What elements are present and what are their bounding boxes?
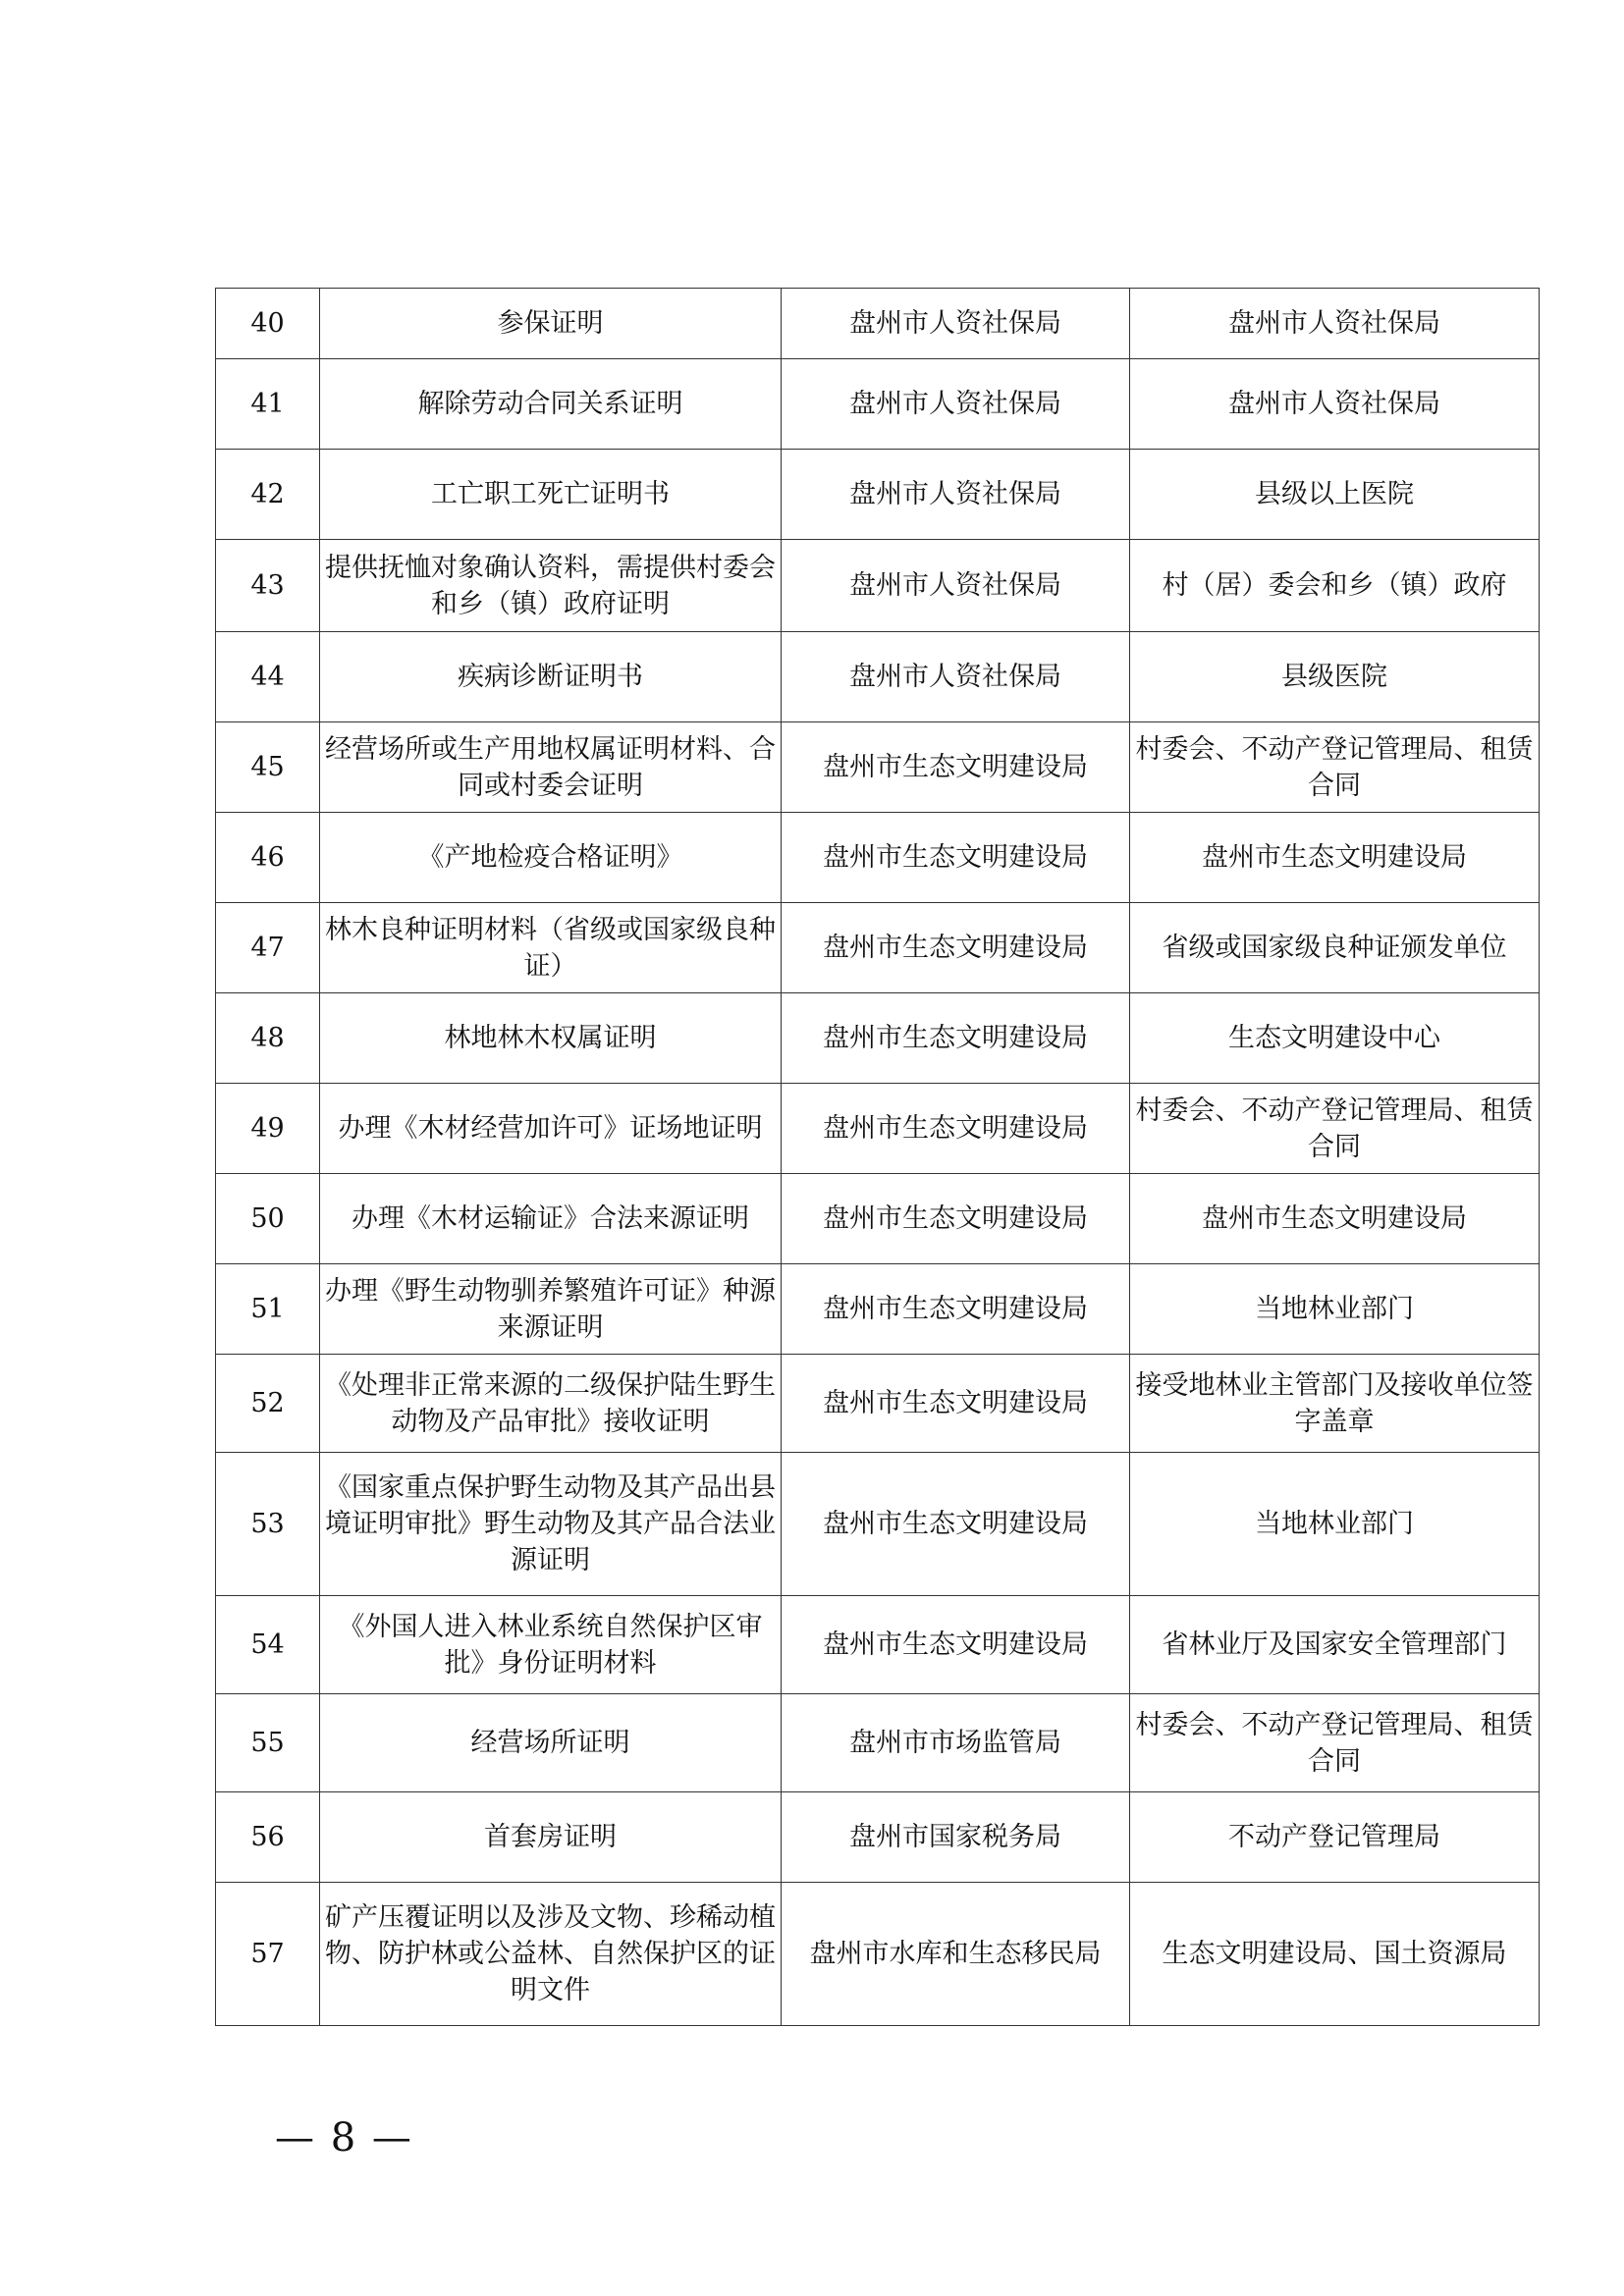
certificate-name: 办理《木材经营加许可》证场地证明 [320,1084,782,1174]
row-number: 56 [216,1792,320,1883]
handling-department: 盘州市人资社保局 [782,359,1130,450]
row-number: 41 [216,359,320,450]
handling-department: 盘州市生态文明建设局 [782,1355,1130,1453]
certificate-name: 《产地检疫合格证明》 [320,813,782,903]
row-number: 43 [216,540,320,632]
table-row [216,993,1540,1084]
handling-department: 盘州市生态文明建设局 [782,993,1130,1084]
handling-department: 盘州市人资社保局 [782,450,1130,540]
table-row [216,450,1540,540]
row-number: 48 [216,993,320,1084]
issuing-authority: 不动产登记管理局 [1130,1792,1540,1883]
certificate-name: 《国家重点保护野生动物及其产品出县境证明审批》野生动物及其产品合法业源证明 [320,1453,782,1596]
row-number: 40 [216,289,320,359]
handling-department: 盘州市国家税务局 [782,1792,1130,1883]
issuing-authority: 村委会、不动产登记管理局、租赁合同 [1130,722,1540,813]
page-number: — 8 — [275,2115,413,2161]
issuing-authority: 当地林业部门 [1130,1264,1540,1355]
issuing-authority: 生态文明建设局、国土资源局 [1130,1883,1540,2026]
row-number: 54 [216,1596,320,1694]
issuing-authority: 接受地林业主管部门及接收单位签字盖章 [1130,1355,1540,1453]
table-row [216,1355,1540,1453]
table-row [216,289,1540,359]
table-row [216,1453,1540,1596]
certificate-name: 参保证明 [320,289,782,359]
issuing-authority: 省级或国家级良种证颁发单位 [1130,903,1540,993]
issuing-authority: 县级医院 [1130,632,1540,722]
table-row [216,1694,1540,1792]
certificate-name: 解除劳动合同关系证明 [320,359,782,450]
table-row [216,1264,1540,1355]
table-row [216,540,1540,632]
row-number: 52 [216,1355,320,1453]
table-row [216,1174,1540,1264]
table-row [216,1596,1540,1694]
certificate-name: 林地林木权属证明 [320,993,782,1084]
issuing-authority: 村（居）委会和乡（镇）政府 [1130,540,1540,632]
table-row [216,1084,1540,1174]
certificate-name: 经营场所证明 [320,1694,782,1792]
certificate-name: 矿产压覆证明以及涉及文物、珍稀动植物、防护林或公益林、自然保护区的证明文件 [320,1883,782,2026]
handling-department: 盘州市人资社保局 [782,540,1130,632]
certificate-name: 林木良种证明材料（省级或国家级良种证） [320,903,782,993]
row-number: 44 [216,632,320,722]
issuing-authority: 盘州市生态文明建设局 [1130,813,1540,903]
row-number: 46 [216,813,320,903]
certificate-name: 办理《野生动物驯养繁殖许可证》种源来源证明 [320,1264,782,1355]
table-row [216,813,1540,903]
row-number: 42 [216,450,320,540]
certificate-name: 疾病诊断证明书 [320,632,782,722]
handling-department: 盘州市水库和生态移民局 [782,1883,1130,2026]
handling-department: 盘州市生态文明建设局 [782,1084,1130,1174]
issuing-authority: 盘州市人资社保局 [1130,289,1540,359]
issuing-authority: 县级以上医院 [1130,450,1540,540]
issuing-authority: 村委会、不动产登记管理局、租赁合同 [1130,1084,1540,1174]
certificate-name: 提供抚恤对象确认资料，需提供村委会和乡（镇）政府证明 [320,540,782,632]
table-row [216,632,1540,722]
certificate-name: 办理《木材运输证》合法来源证明 [320,1174,782,1264]
row-number: 53 [216,1453,320,1596]
handling-department: 盘州市生态文明建设局 [782,813,1130,903]
table-row [216,722,1540,813]
issuing-authority: 盘州市生态文明建设局 [1130,1174,1540,1264]
handling-department: 盘州市生态文明建设局 [782,1596,1130,1694]
table-row [216,359,1540,450]
row-number: 57 [216,1883,320,2026]
issuing-authority: 生态文明建设中心 [1130,993,1540,1084]
row-number: 47 [216,903,320,993]
handling-department: 盘州市市场监管局 [782,1694,1130,1792]
handling-department: 盘州市人资社保局 [782,632,1130,722]
certificate-name: 《外国人进入林业系统自然保护区审批》身份证明材料 [320,1596,782,1694]
handling-department: 盘州市生态文明建设局 [782,722,1130,813]
row-number: 50 [216,1174,320,1264]
table-row [216,1883,1540,2026]
table-row [216,903,1540,993]
handling-department: 盘州市生态文明建设局 [782,1453,1130,1596]
handling-department: 盘州市生态文明建设局 [782,903,1130,993]
table-row [216,1792,1540,1883]
issuing-authority: 当地林业部门 [1130,1453,1540,1596]
row-number: 51 [216,1264,320,1355]
handling-department: 盘州市生态文明建设局 [782,1264,1130,1355]
row-number: 55 [216,1694,320,1792]
row-number: 49 [216,1084,320,1174]
certificate-table [215,288,1540,2026]
handling-department: 盘州市生态文明建设局 [782,1174,1130,1264]
certificate-name: 《处理非正常来源的二级保护陆生野生动物及产品审批》接收证明 [320,1355,782,1453]
certificate-name: 首套房证明 [320,1792,782,1883]
row-number: 45 [216,722,320,813]
certificate-name: 工亡职工死亡证明书 [320,450,782,540]
handling-department: 盘州市人资社保局 [782,289,1130,359]
issuing-authority: 村委会、不动产登记管理局、租赁合同 [1130,1694,1540,1792]
issuing-authority: 盘州市人资社保局 [1130,359,1540,450]
certificate-name: 经营场所或生产用地权属证明材料、合同或村委会证明 [320,722,782,813]
issuing-authority: 省林业厅及国家安全管理部门 [1130,1596,1540,1694]
